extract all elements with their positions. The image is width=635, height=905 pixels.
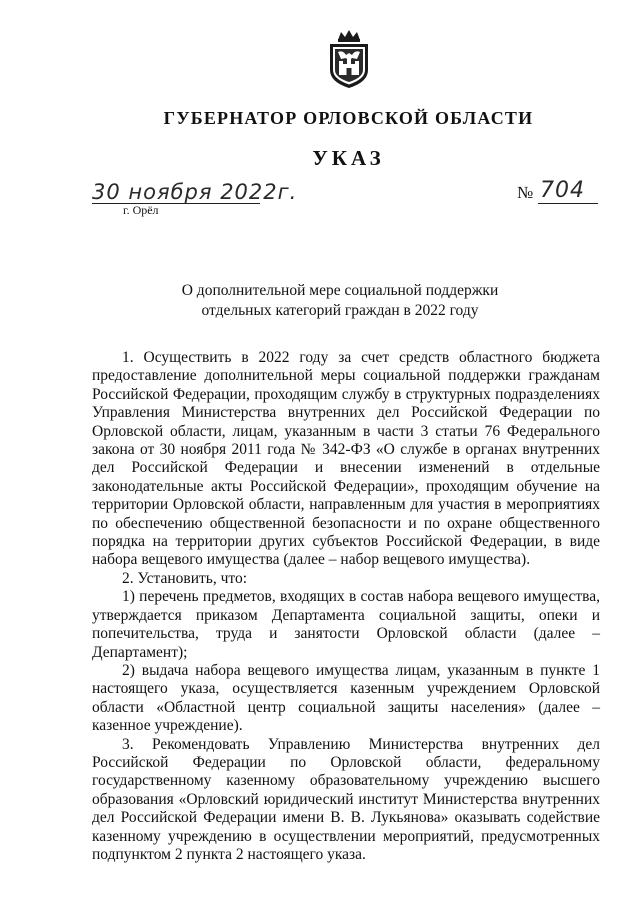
paragraph: 2. Установить, что:	[122, 569, 248, 587]
city: г. Орёл	[123, 203, 159, 217]
subject-line: отдельных категорий граждан в 2022 году	[201, 302, 479, 319]
decree-date: 30 ноября 2022г.	[92, 180, 298, 204]
paragraph: 1) перечень предметов, входящих в состав набора вещевого имущества, утверждается приказом Департамента социальной защиты, опеки и попечительства, труда и занятости Орловской области (далее – Департамент);	[92, 588, 600, 661]
subject-line: О дополнительной мере социальной поддержки	[181, 282, 499, 299]
decree-number: 704	[540, 178, 585, 203]
decree-body	[92, 349, 600, 864]
date-underline	[92, 203, 260, 204]
paragraph: 3. Рекомендовать Управлению Министерства внутренних дел Российской Федерации по Орловской области, федеральному государственному казенному образовательному учреждению высшего образования «Орловский юридический институт Министерства внутренних дел Российской Федерации имени В. В. Лукьянова» оказывать содействие казенному учреждению в осуществлении мероприятий, предусмотренных подпунктом 2 пункта 2 настоящего указа.	[92, 735, 600, 863]
number-underline	[538, 203, 598, 204]
coat-of-arms-icon	[324, 28, 374, 90]
governor-title: ГУБЕРНАТОР ОРЛОВСКОЙ ОБЛАСТИ	[163, 108, 534, 128]
decree-subject	[150, 281, 530, 321]
document-type: УКАЗ	[312, 146, 385, 170]
paragraph: 1. Осуществить в 2022 году за счет средств областного бюджета предоставление дополнительной меры социальной поддержки гражданам Российской Федерации, проходящим службу в структурных подразделениях Управления Министерства внутренних дел Российской Федерации по Орловской области, лицам, указанным в части 3 статьи 76 Федерального закона от 30 ноября 2011 года № 342-ФЗ «О службе в органах внутренних дел Российской Федерации и внесении изменений в отдельные законодательные акты Российской Федерации», проходящим обучение на территории Орловской области, направленным для участия в мероприятиях по обеспечению общественной безопасности и по охране общественного порядка на территории других субъектов Российской Федерации, в виде набора вещевого имущества (далее – набор вещевого имущества).	[92, 349, 600, 569]
number-label: №	[517, 183, 534, 202]
paragraph: 2) выдача набора вещевого имущества лицам, указанным в пункте 1 настоящего указа, осуществляется казенным учреждением Орловской области «Областной центр социальной защиты населения» (далее – казенное учреждение).	[92, 661, 600, 735]
